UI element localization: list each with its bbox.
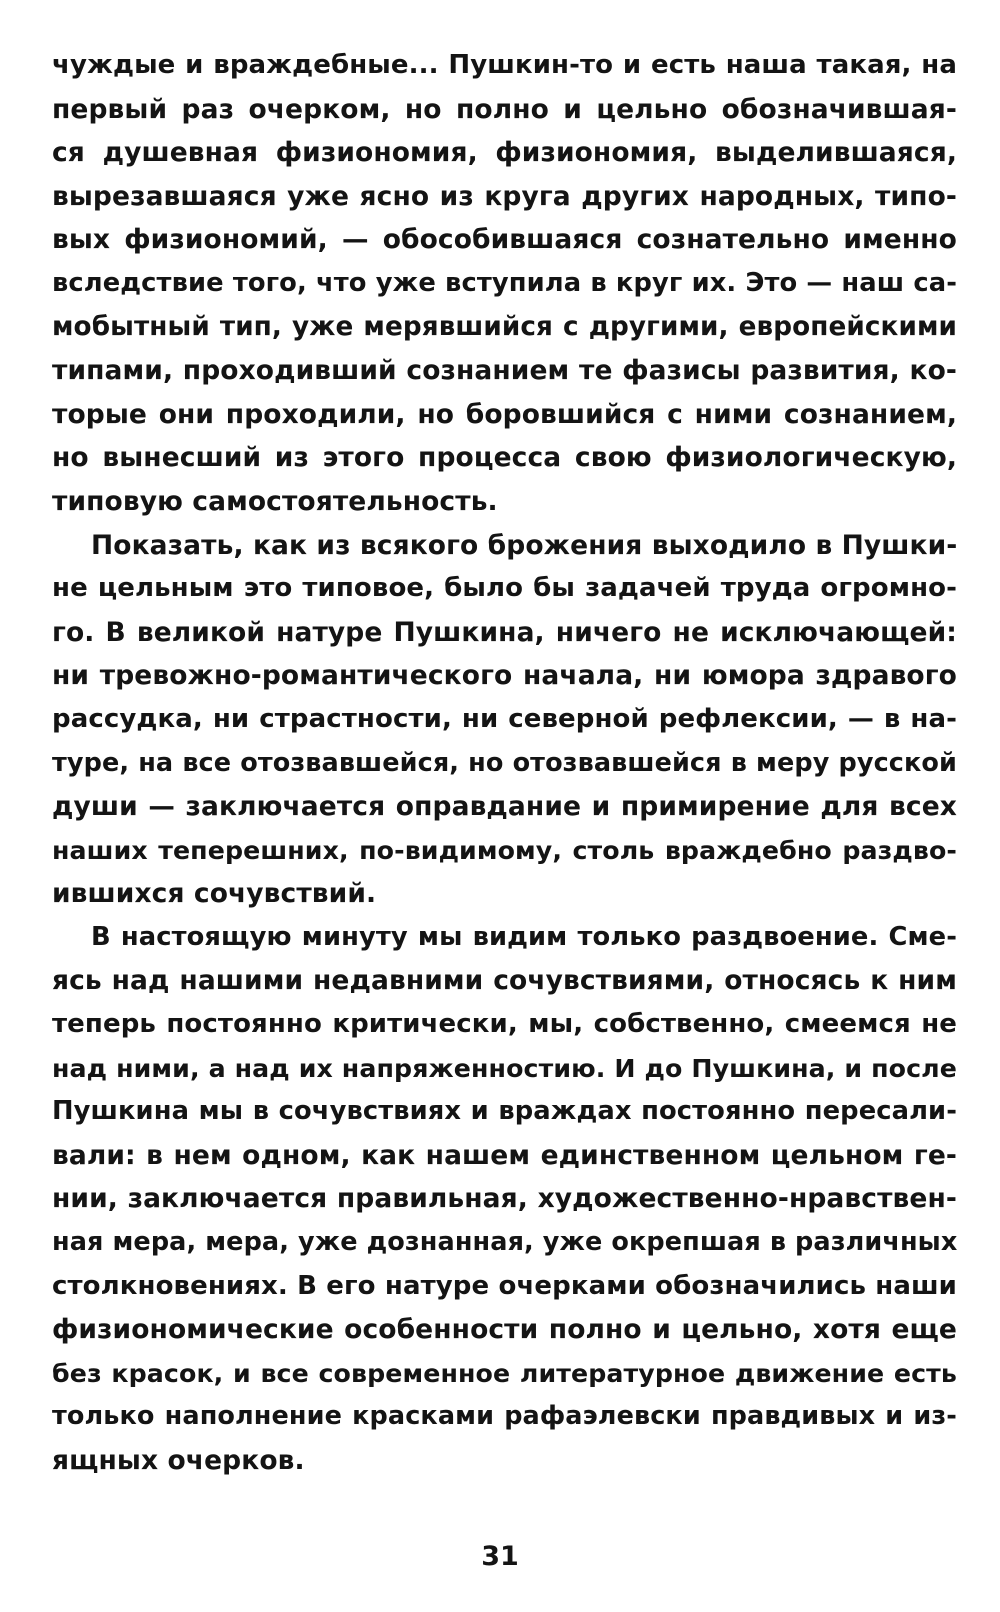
text-line: теперь постоянно критически, мы, собственно, смеемся не [52, 1009, 957, 1040]
paragraph-2 [52, 524, 957, 916]
text-line: вали: в нем одном, как нашем единственном цельном ге- [52, 1139, 957, 1171]
text-line: В настоящую минуту мы видим только раздвоение. Сме- [91, 921, 957, 952]
text-line: нии, заключается правильная, художественно-нравствен- [52, 1183, 957, 1215]
text-line: ся душевная физиономия, физиономия, выделившаяся, [52, 137, 957, 169]
text-line: но вынесший из этого процесса свою физиологическую, [52, 442, 957, 474]
text-line: души — заключается оправдание и примирение для всех [52, 791, 957, 823]
text-line: торые они проходили, но боровшийся с ними сознанием, [52, 398, 957, 430]
text-line: мобытный тип, уже мерявшийся с другими, европейскими [52, 311, 957, 342]
text-line: ившихся сочувствий. [52, 878, 377, 910]
text-line: чуждые и враждебные... Пушкин-то и есть наша такая, на [52, 50, 957, 80]
text-line: над ними, а над их напряженностию. И до Пушкина, и после [52, 1053, 957, 1083]
text-line: без красок, и все современное литературное движение есть [52, 1358, 957, 1388]
paragraph-3 [52, 916, 957, 1483]
text-line: ясь над нашими недавними сочувствиями, относясь к ним [52, 965, 957, 997]
text-line: вых физиономий, — обособившаяся сознательно именно [52, 224, 957, 256]
text-line: первый раз очерком, но полно и цельно обозначившая- [52, 93, 957, 125]
text-line: физиономические особенности полно и цельно, хотя еще [52, 1314, 957, 1346]
text-line: только наполнение красками рафаэлевски правдивых и из- [52, 1401, 957, 1432]
text-line: не цельным это типовое, было бы задачей труда огромно- [52, 573, 957, 604]
text-line: наших теперешних, по-видимому, столь враждебно раздво- [52, 835, 957, 865]
text-line: вырезавшаяся уже ясно из круга других народных, типо- [52, 180, 957, 212]
text-line: вследствие того, что уже вступила в круг их. Это — наш са- [52, 267, 957, 298]
page-number: 31 [481, 1541, 519, 1572]
text-line: рассудка, ни страстности, ни северной рефлексии, — в на- [52, 703, 957, 734]
text-line: Показать, как из всякого брожения выходило в Пушки- [91, 529, 958, 561]
text-line: типовую самостоятельность. [52, 485, 498, 517]
paragraph-1 [52, 44, 957, 524]
body-text [52, 44, 957, 1483]
text-line: го. В великой натуре Пушкина, ничего не исключающей: [52, 616, 957, 648]
text-line: Пушкина мы в сочувствиях и враждах постоянно пересали- [52, 1096, 957, 1127]
text-line: ная мера, мера, уже дознанная, уже окрепшая в различных [52, 1227, 958, 1258]
text-line: столкновениях. В его натуре очерками обозначились наши [52, 1270, 957, 1301]
text-line: ящных очерков. [52, 1445, 305, 1476]
text-line: ни тревожно-романтического начала, ни юмора здравого [52, 660, 957, 692]
text-line: типами, проходивший сознанием те фазисы развития, ко- [52, 355, 957, 387]
text-line: туре, на все отозвавшейся, но отозвавшейся в меру русской [52, 747, 957, 778]
